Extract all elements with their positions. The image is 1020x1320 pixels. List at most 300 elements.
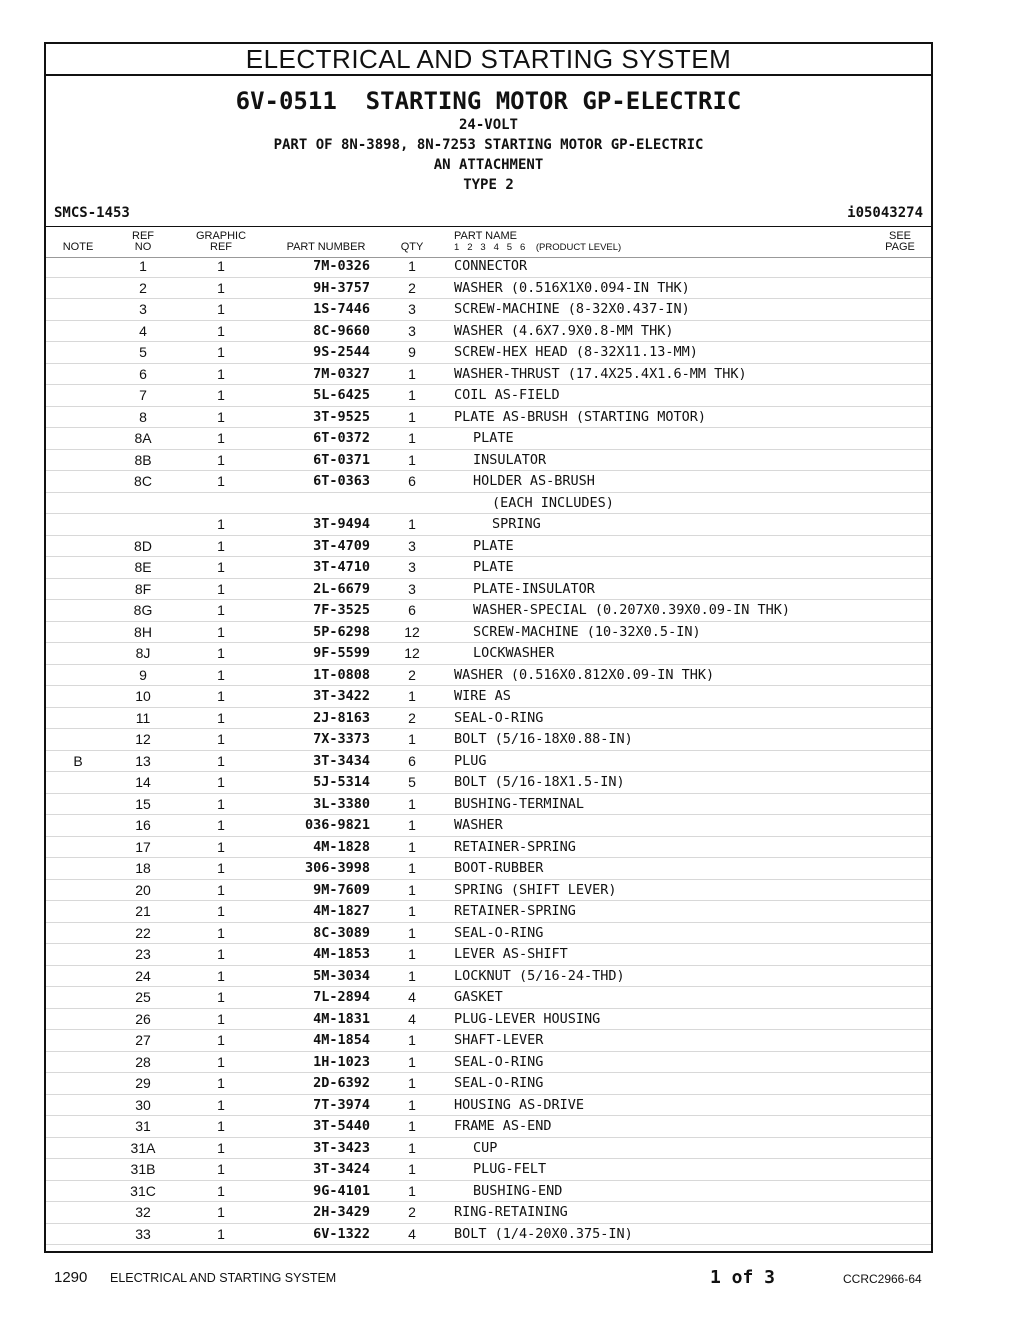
part-name-cell: LOCKNUT (5/16-24-THD) — [454, 967, 625, 984]
table-row — [46, 1116, 931, 1138]
qty-cell: 1 — [408, 817, 416, 833]
parts-table — [46, 256, 931, 1245]
qty-cell: 5 — [408, 774, 416, 790]
qty-cell: 1 — [408, 881, 416, 898]
graphic-ref-cell: 1 — [217, 344, 225, 360]
table-row — [46, 837, 931, 859]
part-number-cell: 3T-9525 — [313, 408, 370, 425]
graphic-ref-cell: 1 — [217, 1161, 225, 1177]
graphic-ref-cell: 1 — [217, 924, 225, 941]
graphic-ref-cell: 1 — [217, 1053, 225, 1070]
table-row — [46, 622, 931, 644]
ref-no-cell: 14 — [135, 774, 151, 790]
footer-section-title: ELECTRICAL AND STARTING SYSTEM — [110, 1271, 337, 1285]
part-name-cell: WIRE AS — [454, 688, 511, 704]
qty-cell: 2 — [408, 279, 416, 296]
part-number-cell: 036-9821 — [304, 817, 370, 833]
qty-cell: 6 — [408, 602, 416, 618]
table-row — [46, 278, 931, 300]
part-number-cell: 6T-0363 — [313, 473, 370, 489]
subtitle-part-of: PART OF 8N-3898, 8N-7253 STARTING MOTOR GP-ELECTRIC — [273, 137, 704, 153]
ref-no-cell: 8B — [134, 451, 152, 468]
part-name-cell: BOOT-RUBBER — [454, 860, 544, 876]
part-name-cell: GASKET — [454, 989, 503, 1005]
qty-cell: 1 — [408, 795, 416, 812]
part-number-cell: 7L-2894 — [313, 989, 370, 1005]
graphic-ref-cell: 1 — [217, 430, 225, 446]
graphic-ref-cell: 1 — [217, 473, 225, 489]
part-number-cell: 5M-3034 — [313, 967, 370, 984]
part-number-cell: 4M-1854 — [313, 1032, 370, 1048]
part-number-cell: 4M-1853 — [313, 946, 370, 962]
graphic-ref-cell: 1 — [217, 258, 225, 274]
ref-no-cell: 27 — [135, 1032, 151, 1048]
graphic-ref-cell: 1 — [217, 1225, 225, 1242]
graphic-ref-cell: 1 — [217, 322, 225, 339]
qty-cell: 6 — [408, 752, 416, 769]
part-name-cell: CUP — [473, 1139, 498, 1156]
qty-cell: 1 — [408, 451, 416, 468]
graphic-ref-cell: 1 — [217, 838, 225, 855]
part-number-cell: 2H-3429 — [313, 1204, 370, 1220]
qty-cell: 1 — [408, 1096, 416, 1113]
table-row — [46, 987, 931, 1009]
table-row — [46, 1224, 931, 1246]
qty-cell: 1 — [408, 365, 416, 382]
qty-cell: 1 — [408, 430, 416, 446]
part-name-cell: FRAME AS-END — [454, 1118, 552, 1134]
qty-cell: 1 — [408, 1182, 416, 1199]
part-name-cell: WASHER (0.516X0.812X0.09-IN THK) — [454, 666, 715, 683]
parts-page-frame — [44, 42, 933, 1253]
graphic-ref-cell: 1 — [217, 1075, 225, 1091]
table-row — [46, 557, 931, 579]
graphic-ref-cell: 1 — [217, 967, 225, 984]
part-name-cell: LOCKWASHER — [473, 645, 555, 661]
ref-no-cell: 17 — [135, 838, 151, 855]
header-part-number: PART NUMBER — [286, 241, 366, 253]
part-name-cell: PLATE — [473, 559, 514, 575]
ref-no-cell: 32 — [135, 1204, 151, 1220]
table-row — [46, 794, 931, 816]
part-number-cell: 1H-1023 — [313, 1053, 370, 1070]
table-row — [46, 708, 931, 730]
graphic-ref-cell: 1 — [217, 602, 225, 618]
table-row — [46, 880, 931, 902]
ref-no-cell: 29 — [135, 1075, 151, 1091]
qty-cell: 12 — [404, 645, 420, 661]
ref-no-cell: 10 — [135, 688, 151, 704]
qty-cell: 1 — [408, 516, 416, 532]
part-name-cell: RING-RETAINING — [454, 1204, 568, 1220]
ref-no-cell: 31B — [130, 1161, 156, 1177]
id-row — [54, 205, 923, 223]
part-number-cell: 3T-3434 — [313, 752, 370, 769]
qty-cell: 1 — [408, 903, 416, 919]
graphic-ref-cell: 1 — [217, 1010, 225, 1027]
ref-no-cell: 8J — [135, 645, 151, 661]
part-name-cell: (EACH INCLUDES) — [492, 494, 614, 511]
table-row — [46, 1095, 931, 1117]
graphic-ref-cell: 1 — [217, 795, 225, 812]
table-row — [46, 299, 931, 321]
section-title: ELECTRICAL AND STARTING SYSTEM — [46, 44, 931, 76]
part-name-cell: WASHER (4.6X7.9X0.8-MM THK) — [454, 322, 674, 339]
part-number-cell: 4M-1831 — [313, 1010, 370, 1027]
ref-no-cell: 26 — [135, 1010, 151, 1027]
table-row — [46, 729, 931, 751]
part-number-cell: 5J-5314 — [313, 774, 370, 790]
qty-cell: 2 — [408, 1204, 416, 1220]
graphic-ref-cell: 1 — [217, 1204, 225, 1220]
part-name-cell: COIL AS-FIELD — [454, 387, 560, 403]
table-row — [46, 665, 931, 687]
part-name-cell: BUSHING-END — [473, 1182, 563, 1199]
ref-no-cell: 3 — [139, 301, 147, 317]
part-number-cell: 2L-6679 — [313, 580, 370, 597]
part-name-cell: PLATE-INSULATOR — [473, 580, 595, 597]
graphic-ref-cell: 1 — [217, 989, 225, 1005]
part-name-cell: RETAINER-SPRING — [454, 903, 576, 919]
graphic-ref-cell: 1 — [217, 1096, 225, 1113]
part-number-cell: 1T-0808 — [313, 666, 370, 683]
part-number-cell: 9S-2544 — [313, 344, 370, 360]
qty-cell: 2 — [408, 709, 416, 726]
table-row — [46, 256, 931, 278]
graphic-ref-cell: 1 — [217, 408, 225, 425]
part-number-cell: 9M-7609 — [313, 881, 370, 898]
graphic-ref-cell: 1 — [217, 623, 225, 640]
graphic-ref-cell: 1 — [217, 946, 225, 962]
table-row — [46, 1030, 931, 1052]
graphic-ref-cell: 1 — [217, 1139, 225, 1156]
qty-cell: 1 — [408, 387, 416, 403]
footer-page-of: 1 of 3 — [710, 1267, 776, 1288]
part-name-cell: SEAL-O-RING — [454, 924, 544, 941]
ref-no-cell: 11 — [135, 709, 151, 726]
table-row — [46, 901, 931, 923]
ref-no-cell: 28 — [135, 1053, 151, 1070]
table-row — [46, 407, 931, 429]
graphic-ref-cell: 1 — [217, 365, 225, 382]
part-name-cell: RETAINER-SPRING — [454, 838, 576, 855]
qty-cell: 1 — [408, 1118, 416, 1134]
part-number-cell: 5P-6298 — [313, 623, 370, 640]
part-name-cell: SEAL-O-RING — [454, 1075, 544, 1091]
header-part-name: PART NAME — [454, 230, 517, 242]
graphic-ref-cell: 1 — [217, 580, 225, 597]
qty-cell: 1 — [408, 967, 416, 984]
header-ref-line1: REF — [132, 230, 154, 242]
qty-cell: 3 — [408, 559, 416, 575]
part-number-cell: 3T-3423 — [313, 1139, 370, 1156]
part-name-cell: LEVER AS-SHIFT — [454, 946, 568, 962]
part-name-cell: SCREW-MACHINE (10-32X0.5-IN) — [473, 623, 701, 640]
graphic-ref-cell: 1 — [217, 645, 225, 661]
header-note: NOTE — [62, 241, 94, 253]
graphic-ref-cell: 1 — [217, 817, 225, 833]
ref-no-cell: 7 — [139, 387, 147, 403]
table-row — [46, 493, 931, 515]
table-row — [46, 321, 931, 343]
graphic-ref-cell: 1 — [217, 537, 225, 554]
qty-cell: 1 — [408, 1053, 416, 1070]
part-number-cell: 7M-0326 — [313, 258, 370, 274]
table-row — [46, 471, 931, 493]
ref-no-cell: 30 — [135, 1096, 151, 1113]
part-number-cell: 4M-1827 — [313, 903, 370, 919]
qty-cell: 3 — [408, 537, 416, 554]
part-name-cell: SEAL-O-RING — [454, 1053, 544, 1070]
header-ref-no — [116, 231, 170, 253]
part-name-cell: PLATE — [473, 430, 514, 446]
smcs-code: SMCS-1453 — [54, 205, 130, 221]
qty-cell: 9 — [408, 344, 416, 360]
part-number-cell: 3L-3380 — [313, 795, 370, 812]
ref-no-cell: 15 — [135, 795, 151, 812]
part-number-cell: 5L-6425 — [313, 387, 370, 403]
ref-no-cell: 33 — [135, 1225, 151, 1242]
table-row — [46, 643, 931, 665]
qty-cell: 1 — [408, 946, 416, 962]
part-number-cell: 7F-3525 — [313, 602, 370, 618]
part-number-cell: 3T-3422 — [313, 688, 370, 704]
part-number-cell: 2D-6392 — [313, 1075, 370, 1091]
group-title: 6V-0511 STARTING MOTOR GP-ELECTRIC — [235, 87, 742, 115]
ref-no-cell: 13 — [135, 752, 151, 769]
ref-no-cell: 9 — [139, 666, 147, 683]
qty-cell: 1 — [408, 258, 416, 274]
ref-no-cell: 24 — [135, 967, 151, 984]
ref-no-cell: 8G — [133, 602, 153, 618]
part-name-cell: CONNECTOR — [454, 258, 528, 274]
qty-cell: 1 — [408, 924, 416, 941]
table-row — [46, 364, 931, 386]
table-row — [46, 385, 931, 407]
table-row — [46, 579, 931, 601]
header-product-level: 1 2 3 4 5 6 (PRODUCT LEVEL) — [454, 242, 622, 253]
part-name-cell: BOLT (5/16-18X0.88-IN) — [454, 731, 633, 747]
table-row — [46, 923, 931, 945]
part-number-cell: 2J-8163 — [313, 709, 370, 726]
ref-no-cell: 5 — [139, 344, 147, 360]
qty-cell: 4 — [408, 1225, 416, 1242]
graphic-ref-cell: 1 — [217, 279, 225, 296]
footer-doc-code: CCRC2966-64 — [843, 1272, 922, 1286]
qty-cell: 1 — [408, 1161, 416, 1177]
part-number-cell: 3T-4710 — [313, 559, 370, 575]
table-row — [46, 858, 931, 880]
table-row — [46, 1181, 931, 1203]
part-name-cell: PLATE AS-BRUSH (STARTING MOTOR) — [454, 408, 706, 425]
part-number-cell: 7X-3373 — [313, 731, 370, 747]
ref-no-cell: 8C — [134, 473, 152, 489]
part-number-cell: 6T-0371 — [313, 451, 370, 468]
ref-no-cell: 8H — [134, 623, 152, 640]
table-row — [46, 1052, 931, 1074]
table-row — [46, 1073, 931, 1095]
ref-no-cell: 31 — [135, 1118, 151, 1134]
table-row — [46, 1009, 931, 1031]
part-name-cell: SCREW-MACHINE (8-32X0.437-IN) — [454, 301, 690, 317]
qty-cell: 1 — [408, 688, 416, 704]
header-graphic-ref — [184, 231, 258, 253]
ref-no-cell: 25 — [135, 989, 151, 1005]
part-name-cell: SEAL-O-RING — [454, 709, 544, 726]
qty-cell: 3 — [408, 301, 416, 317]
qty-cell: 4 — [408, 989, 416, 1005]
header-see-page — [872, 231, 928, 253]
part-number-cell: 4M-1828 — [313, 838, 370, 855]
table-row — [46, 600, 931, 622]
header-graphic-line1: GRAPHIC — [195, 230, 247, 242]
table-row — [46, 1202, 931, 1224]
ref-no-cell: 20 — [135, 881, 151, 898]
part-number-cell: 9H-3757 — [313, 279, 370, 296]
footer-page-number: 1290 — [54, 1269, 88, 1286]
part-name-cell: SHAFT-LEVER — [454, 1032, 544, 1048]
table-row — [46, 450, 931, 472]
table-row — [46, 944, 931, 966]
table-row — [46, 342, 931, 364]
table-row — [46, 772, 931, 794]
ref-no-cell: 21 — [135, 903, 151, 919]
part-name-cell: BOLT (5/16-18X1.5-IN) — [454, 774, 625, 790]
table-row — [46, 514, 931, 536]
part-name-cell: WASHER (0.516X1X0.094-IN THK) — [454, 279, 690, 296]
part-number-cell: 6T-0372 — [313, 430, 370, 446]
ref-no-cell: 31C — [130, 1182, 156, 1199]
graphic-ref-cell: 1 — [217, 516, 225, 532]
part-number-cell: 9G-4101 — [313, 1182, 370, 1199]
table-row — [46, 1138, 931, 1160]
part-number-cell: 1S-7446 — [313, 301, 370, 317]
part-name-cell: HOLDER AS-BRUSH — [473, 473, 595, 489]
table-row — [46, 815, 931, 837]
qty-cell: 1 — [408, 1075, 416, 1091]
ref-no-cell: 22 — [135, 924, 151, 941]
part-number-cell: 9F-5599 — [313, 645, 370, 661]
ref-no-cell: 8 — [139, 408, 147, 425]
part-name-cell: SPRING — [492, 516, 541, 532]
qty-cell: 1 — [408, 731, 416, 747]
graphic-ref-cell: 1 — [217, 860, 225, 876]
ref-no-cell: 12 — [135, 731, 151, 747]
part-number-cell: 8C-3089 — [313, 924, 370, 941]
qty-cell: 1 — [408, 860, 416, 876]
header-ref-line2: NO — [134, 241, 152, 253]
ref-no-cell: 16 — [135, 817, 151, 833]
header-see-line1: SEE — [888, 230, 911, 242]
qty-cell: 6 — [408, 473, 416, 489]
graphic-ref-cell: 1 — [217, 688, 225, 704]
part-name-cell: HOUSING AS-DRIVE — [454, 1096, 585, 1113]
qty-cell: 3 — [408, 322, 416, 339]
qty-cell: 1 — [408, 838, 416, 855]
ref-no-cell: 4 — [139, 322, 147, 339]
part-number-cell: 3T-4709 — [313, 537, 370, 554]
graphic-ref-cell: 1 — [217, 709, 225, 726]
part-name-cell: WASHER-SPECIAL (0.207X0.39X0.09-IN THK) — [473, 602, 790, 618]
ref-no-cell: 8E — [134, 559, 152, 575]
ref-no-cell: 8D — [134, 537, 152, 554]
graphic-ref-cell: 1 — [217, 1182, 225, 1199]
subtitle-attachment: AN ATTACHMENT — [433, 157, 544, 173]
graphic-ref-cell: 1 — [217, 666, 225, 683]
part-name-cell: PLATE — [473, 537, 514, 554]
part-name-cell: PLUG-LEVER HOUSING — [454, 1010, 601, 1027]
part-number-cell: 306-3998 — [304, 860, 370, 876]
part-number-cell: 3T-3424 — [313, 1161, 370, 1177]
subtitle-type: TYPE 2 — [463, 177, 514, 193]
graphic-ref-cell: 1 — [217, 451, 225, 468]
ref-no-cell: 31A — [130, 1139, 156, 1156]
table-row — [46, 686, 931, 708]
part-name-cell: BUSHING-TERMINAL — [454, 795, 585, 812]
ref-no-cell: 6 — [139, 365, 147, 382]
qty-cell: 1 — [408, 1032, 416, 1048]
part-name-cell: INSULATOR — [473, 451, 547, 468]
part-number-cell: 7M-0327 — [313, 365, 370, 382]
graphic-ref-cell: 1 — [217, 731, 225, 747]
header-qty: QTY — [400, 241, 424, 253]
ref-no-cell: 18 — [135, 860, 151, 876]
ref-no-cell: 8A — [134, 430, 152, 446]
part-number-cell: 6V-1322 — [313, 1225, 370, 1242]
part-name-cell: PLUG-FELT — [473, 1161, 547, 1177]
graphic-ref-cell: 1 — [217, 1032, 225, 1048]
table-row — [46, 428, 931, 450]
ref-no-cell: 2 — [139, 279, 147, 296]
qty-cell: 2 — [408, 666, 416, 683]
part-number-cell: 7T-3974 — [313, 1096, 370, 1113]
graphic-ref-cell: 1 — [217, 752, 225, 769]
qty-cell: 1 — [408, 408, 416, 425]
part-name-cell: BOLT (1/4-20X0.375-IN) — [454, 1225, 633, 1242]
graphic-ref-cell: 1 — [217, 903, 225, 919]
part-name-cell: SPRING (SHIFT LEVER) — [454, 881, 617, 898]
table-row — [46, 751, 931, 773]
subtitle-voltage: 24-VOLT — [458, 117, 518, 133]
part-name-cell: SCREW-HEX HEAD (8-32X11.13-MM) — [454, 344, 698, 360]
header-graphic-line2: REF — [210, 241, 232, 253]
graphic-ref-cell: 1 — [217, 774, 225, 790]
qty-cell: 3 — [408, 580, 416, 597]
part-name-cell: WASHER — [454, 817, 503, 833]
note-cell: B — [73, 752, 83, 769]
table-row — [46, 966, 931, 988]
qty-cell: 1 — [408, 1139, 416, 1156]
ref-no-cell: 1 — [139, 258, 147, 274]
ref-no-cell: 23 — [135, 946, 151, 962]
graphic-ref-cell: 1 — [217, 387, 225, 403]
table-row — [46, 1159, 931, 1181]
graphic-ref-cell: 1 — [217, 559, 225, 575]
part-name-cell: PLUG — [454, 752, 487, 769]
graphic-ref-cell: 1 — [217, 301, 225, 317]
table-row — [46, 536, 931, 558]
header-see-line2: PAGE — [885, 241, 915, 253]
graphic-ref-cell: 1 — [217, 881, 225, 898]
graphic-ref-cell: 1 — [217, 1118, 225, 1134]
illustration-id: i05043274 — [847, 205, 923, 221]
page-footer — [0, 1267, 1020, 1289]
table-header — [46, 226, 931, 258]
qty-cell: 12 — [404, 623, 420, 640]
ref-no-cell: 8F — [134, 580, 152, 597]
qty-cell: 4 — [408, 1010, 416, 1027]
part-number-cell: 3T-9494 — [313, 516, 370, 532]
